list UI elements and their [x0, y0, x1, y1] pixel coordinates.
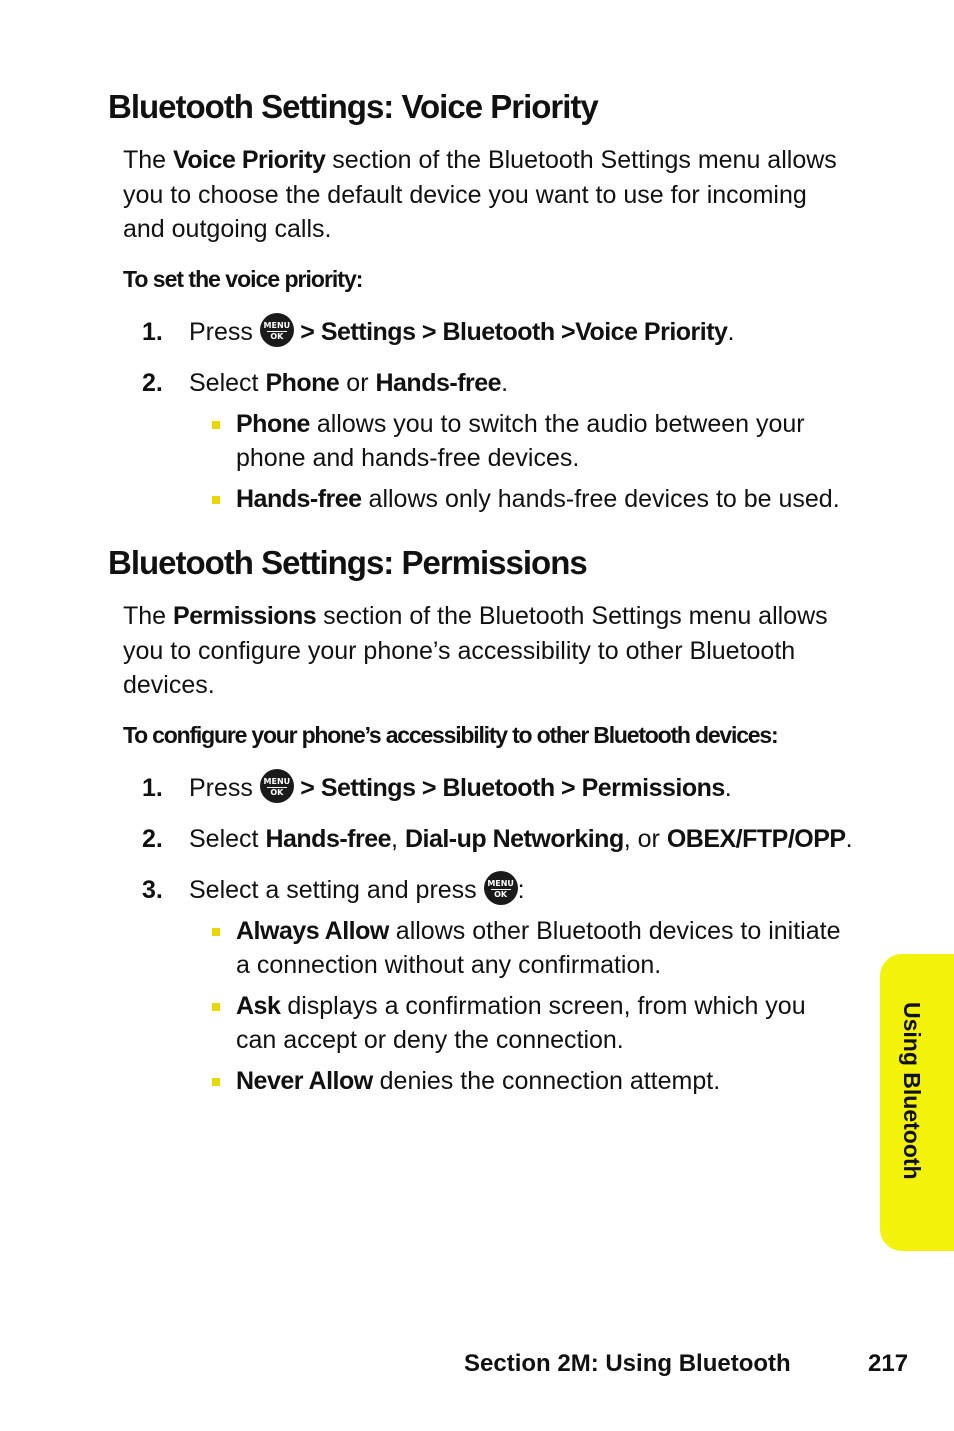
bullet-square-icon	[212, 421, 220, 429]
vp-step-2: 2. Select Phone or Hands-free.	[142, 369, 509, 397]
perm-bullet-never-allow: Never Allow denies the connection attempt.	[212, 1065, 852, 1099]
side-tab-label: Using Bluetooth	[899, 1002, 925, 1180]
bullet-square-icon	[212, 496, 220, 504]
bullet-square-icon	[212, 1003, 220, 1011]
voice-priority-intro: The Voice Priority section of the Bluetooth Settings menu allows you to choose the default device you want to use for incoming and outgoing calls.	[123, 146, 837, 243]
bullet-square-icon	[212, 1078, 220, 1086]
permissions-intro: The Permissions section of the Bluetooth Settings menu allows you to configure your phone’s accessibility to other Bluetooth devices.	[123, 602, 828, 699]
footer-section-title: Section 2M: Using Bluetooth	[464, 1350, 791, 1377]
perm-step-3: 3. Select a setting and press MENU OK :	[142, 873, 882, 908]
voice-priority-heading: Bluetooth Settings: Voice Priority	[108, 88, 598, 125]
bullet-square-icon	[212, 928, 220, 936]
voice-priority-subheading: To set the voice priority:	[123, 266, 363, 292]
section-side-tab	[880, 954, 954, 1251]
permissions-term: Permissions	[173, 602, 317, 630]
permissions-subheading: To configure your phone’s accessibility to other Bluetooth devices:	[123, 722, 778, 748]
perm-step-1: 1. Press MENU OK > Settings > Bluetooth > Permissions.	[142, 771, 882, 806]
footer-page-number: 217	[868, 1350, 909, 1377]
menu-ok-key-icon: MENU OK	[260, 313, 294, 347]
perm-step-2: 2. Select Hands-free, Dial-up Networking, or OBEX/FTP/OPP.	[142, 825, 853, 853]
menu-ok-key-icon: MENU OK	[484, 871, 518, 905]
vp-bullet-hands-free: Hands-free allows only hands-free devices to be used.	[212, 483, 852, 517]
vp-bullet-phone: Phone allows you to switch the audio between your phone and hands-free devices.	[212, 408, 852, 475]
perm-bullet-ask: Ask displays a confirmation screen, from which you can accept or deny the connection.	[212, 990, 852, 1057]
menu-ok-key-icon: MENU OK	[260, 769, 294, 803]
perm-bullet-always-allow: Always Allow allows other Bluetooth devices to initiate a connection without any confirmation.	[212, 915, 852, 982]
voice-priority-term: Voice Priority	[173, 146, 326, 174]
permissions-heading: Bluetooth Settings: Permissions	[108, 544, 587, 581]
vp-step-1: 1. Press MENU OK > Settings > Bluetooth >Voice Priority.	[142, 315, 882, 350]
